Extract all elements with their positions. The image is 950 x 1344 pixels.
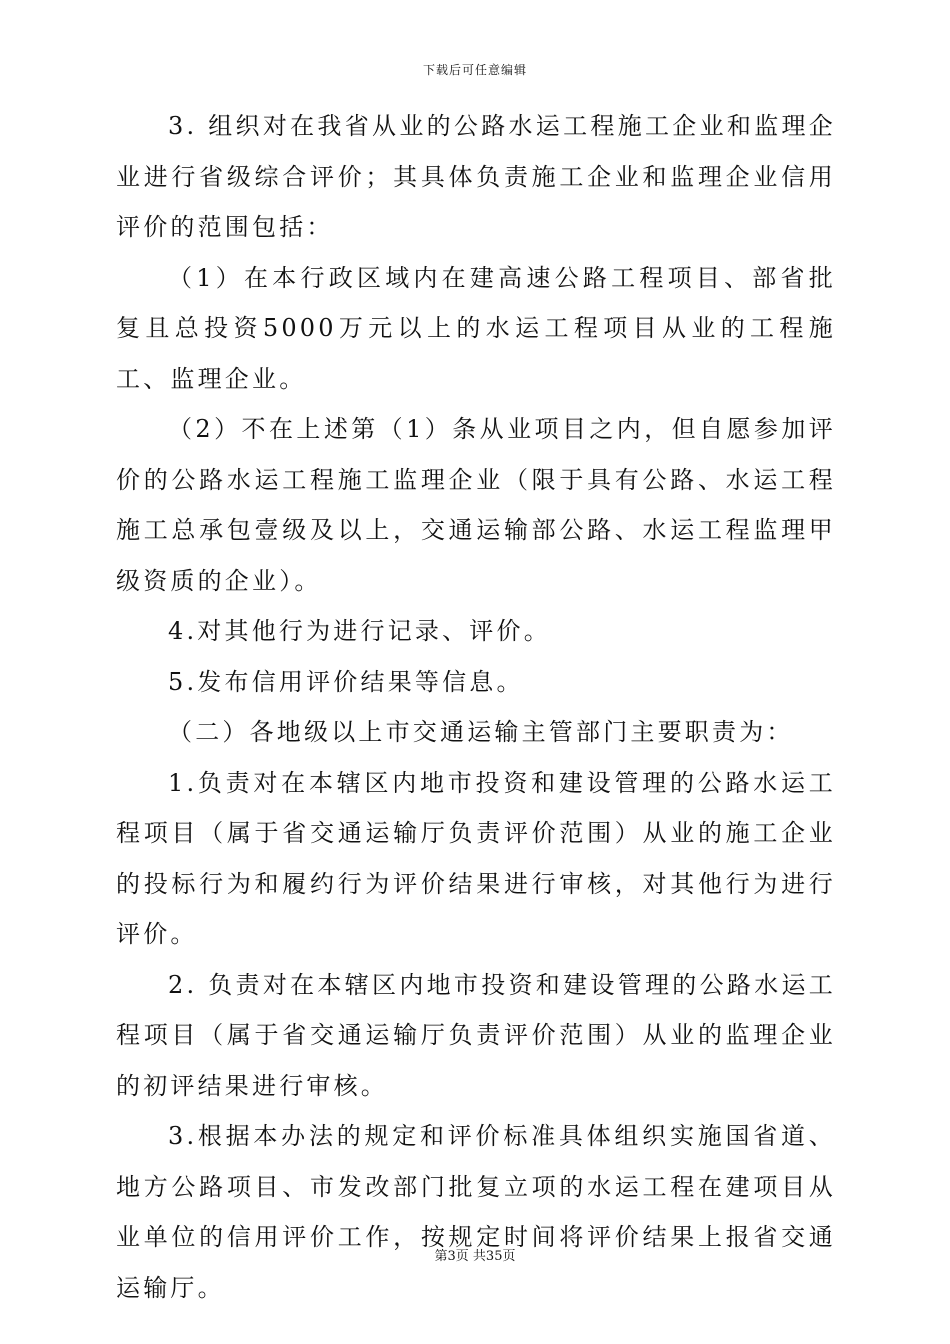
paragraph-item-3: 3. 组织对在我省从业的公路水运工程施工企业和监理企业进行省级综合评价；其具体负责施工企业和监理企业信用评价的范围包括： [116,112,836,241]
paragraph-sub-2: （2）不在上述第（1）条从业项目之内，但自愿参加评价的公路水运工程施工监理企业（限于具有公路、水运工程施工总承包壹级及以上，交通运输部公路、水运工程监理甲级资质的企业）。 [116,415,836,595]
paragraph-sub-1: （1）在本行政区域内在建高速公路工程项目、部省批复且总投资5000万元以上的水运工程项目从业的工程施工、监理企业。 [116,263,836,393]
paragraph-duty-2: 2. 负责对在本辖区内地市投资和建设管理的公路水运工程项目（属于省交通运输厅负责评价范围）从业的监理企业的初评结果进行审核。 [116,970,836,1100]
paragraph-duty-1: 1.负责对在本辖区内地市投资和建设管理的公路水运工程项目（属于省交通运输厅负责评价范围）从业的施工企业的投标行为和履约行为评价结果进行审核，对其他行为进行评价。 [116,768,836,948]
page-header: 下载后可任意编辑 [422,63,527,77]
paragraph-item-5: 5.发布信用评价结果等信息。 [168,667,524,696]
paragraph-item-4: 4.对其他行为进行记录、评价。 [168,617,551,645]
page-footer: 第3页 共35页 [434,1249,516,1264]
paragraph-duty-3: 3.根据本办法的规定和评价标准具体组织实施国省道、地方公路项目、市发改部门批复立项的水运工程在建项目从业单位的信用评价工作，按规定时间将评价结果上报省交通运输厅。 [116,1122,836,1302]
document-body [116,101,836,1313]
section-heading-2: （二）各地级以上市交通运输主管部门主要职责为： [168,718,794,746]
